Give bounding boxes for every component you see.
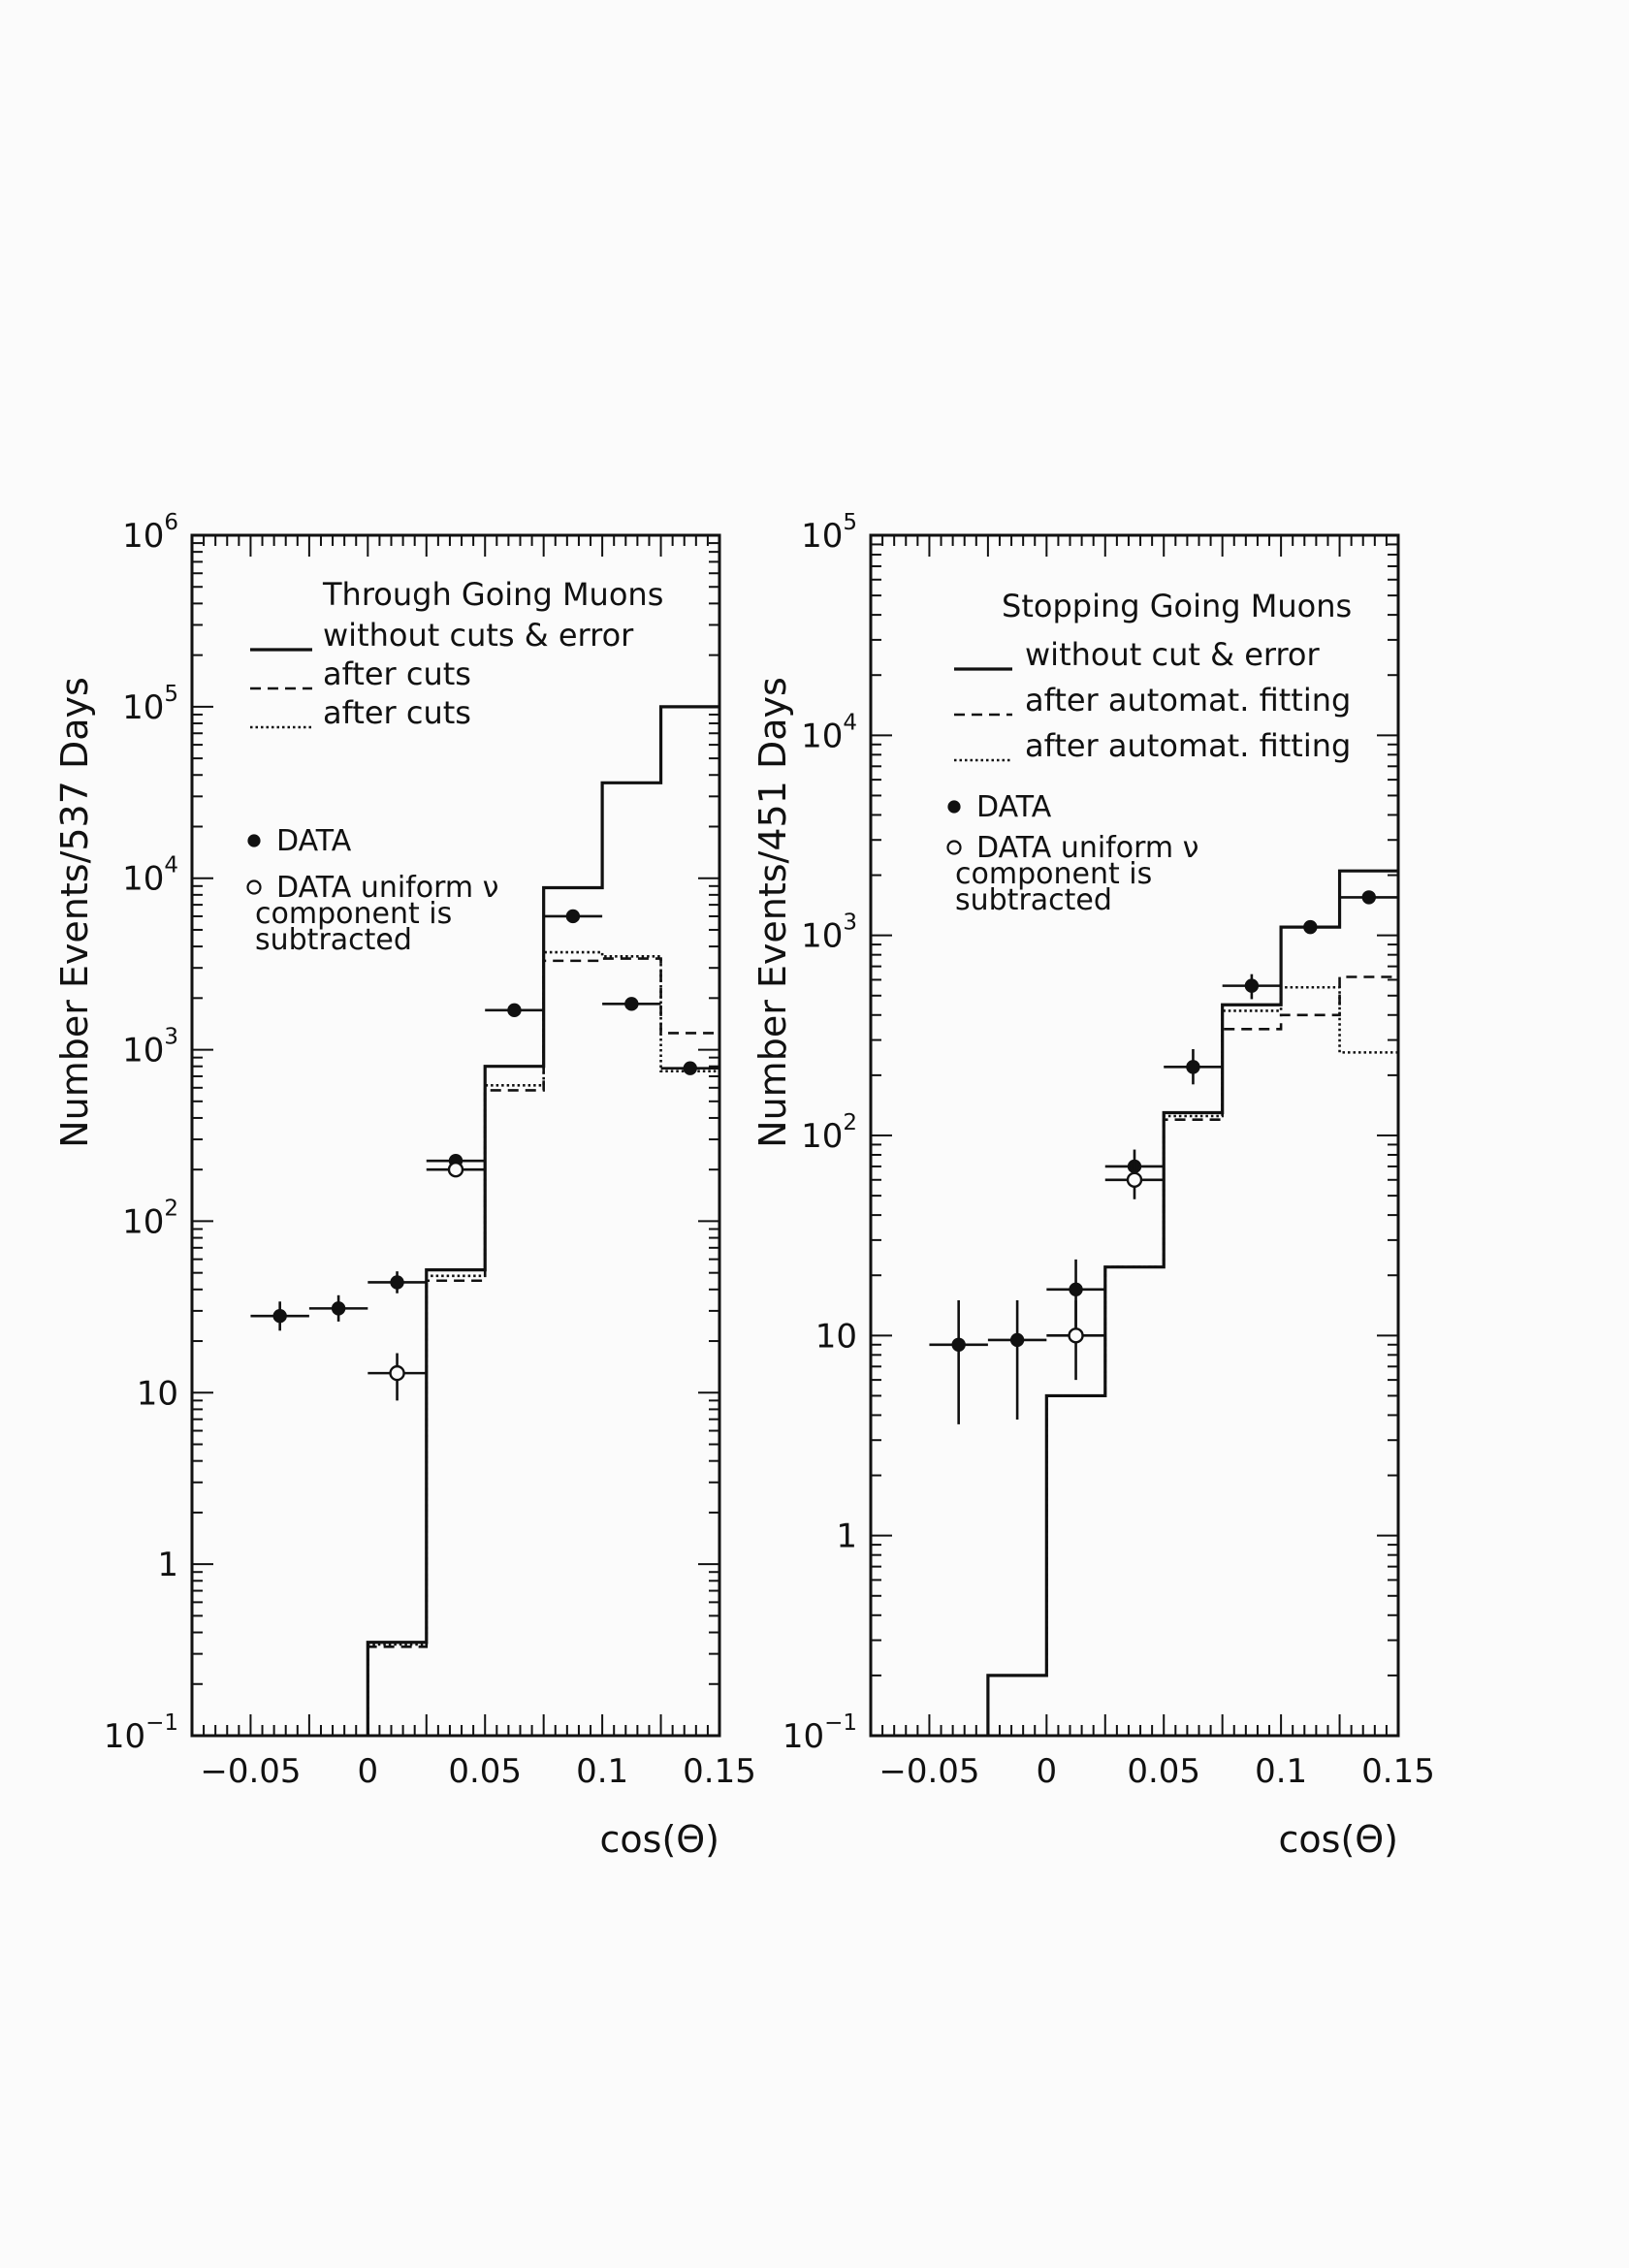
open-marker xyxy=(1128,1173,1141,1187)
x-tick-label: 0.15 xyxy=(1361,1752,1435,1791)
filled-marker xyxy=(508,1005,520,1016)
chart-panel-1 xyxy=(53,510,756,1861)
legend xyxy=(948,636,1352,917)
data-point xyxy=(309,1295,367,1322)
data-point xyxy=(485,1005,543,1016)
y-tick-label: $10^5$ xyxy=(801,510,857,556)
filled-marker xyxy=(392,1276,403,1288)
chart-panel-2 xyxy=(751,510,1435,1861)
y-tick-label: 1 xyxy=(157,1546,178,1585)
y-tick-label: $10^3$ xyxy=(801,910,857,956)
y-tick-label: $10^4$ xyxy=(122,852,178,899)
legend-label: after cuts xyxy=(323,694,471,731)
data-point-subtracted xyxy=(367,1354,426,1401)
filled-marker xyxy=(1304,921,1316,933)
x-tick-label: 0.1 xyxy=(1255,1752,1308,1791)
histogram-dotted xyxy=(988,987,1398,1736)
data-point xyxy=(602,998,660,1009)
filled-marker xyxy=(1070,1284,1082,1295)
legend-marker-label: DATA uniform ν xyxy=(276,871,499,905)
x-axis-label: cos(Θ) xyxy=(1278,1818,1398,1861)
legend-label: after automat. fitting xyxy=(1025,682,1352,719)
filled-marker xyxy=(1187,1061,1198,1072)
x-tick-label: 0 xyxy=(357,1752,379,1791)
filled-marker xyxy=(333,1302,344,1314)
x-axis-label: cos(Θ) xyxy=(599,1818,719,1861)
histogram-solid xyxy=(988,871,1398,1736)
data-point-subtracted xyxy=(1046,1300,1104,1380)
y-tick-label: $10^{-1}$ xyxy=(103,1710,178,1756)
legend-label: after cuts xyxy=(323,655,471,692)
filled-marker xyxy=(274,1310,286,1322)
x-tick-label: 0.15 xyxy=(683,1752,756,1791)
filled-marker xyxy=(685,1063,696,1074)
data-point xyxy=(544,910,602,922)
filled-marker xyxy=(567,910,579,922)
data-point xyxy=(1340,891,1398,903)
y-tick-label: 10 xyxy=(814,1317,857,1357)
filled-marker xyxy=(1246,980,1258,992)
x-tick-label: −0.05 xyxy=(878,1752,980,1791)
data-point xyxy=(367,1271,426,1294)
y-axis-label: Number Events/537 Days xyxy=(53,677,96,1148)
data-point xyxy=(1223,974,1281,1000)
x-tick-label: 0.1 xyxy=(576,1752,629,1791)
x-tick-label: −0.05 xyxy=(200,1752,302,1791)
filled-marker xyxy=(1011,1334,1023,1346)
data-point xyxy=(661,1063,719,1074)
chart-title: Through Going Muons xyxy=(323,576,664,613)
data-point xyxy=(250,1301,308,1330)
data-point xyxy=(1164,1049,1222,1084)
legend-filled-marker xyxy=(949,802,960,813)
open-marker xyxy=(391,1366,404,1380)
legend-marker-label: DATA xyxy=(976,790,1052,824)
y-tick-label: $10^2$ xyxy=(122,1196,178,1242)
y-axis-label: Number Events/451 Days xyxy=(751,677,794,1148)
y-tick-label: $10^2$ xyxy=(801,1110,857,1156)
data-point xyxy=(929,1300,987,1424)
legend-marker-label: component is xyxy=(255,897,453,931)
data-point xyxy=(988,1300,1046,1420)
legend-marker-label: component is xyxy=(955,857,1153,891)
filled-marker xyxy=(953,1339,965,1351)
legend-marker-label: subtracted xyxy=(255,923,412,957)
histogram-solid xyxy=(367,707,719,1736)
x-tick-label: 0 xyxy=(1036,1752,1058,1791)
legend-marker-label: DATA uniform ν xyxy=(976,831,1199,865)
open-marker xyxy=(449,1163,463,1176)
y-tick-label: 10 xyxy=(136,1374,178,1414)
y-tick-label: $10^5$ xyxy=(122,681,178,727)
y-tick-label: $10^4$ xyxy=(801,710,857,756)
legend-marker-label: DATA xyxy=(276,824,352,858)
data-point xyxy=(1281,921,1339,933)
y-tick-label: $10^{-1}$ xyxy=(782,1710,857,1756)
histogram-dashed xyxy=(988,977,1398,1736)
y-tick-label: $10^6$ xyxy=(122,510,178,556)
legend-open-marker xyxy=(948,842,961,854)
open-marker xyxy=(1070,1328,1083,1342)
x-tick-label: 0.05 xyxy=(448,1752,523,1791)
y-tick-label: $10^3$ xyxy=(122,1024,178,1070)
legend xyxy=(248,617,635,957)
x-tick-label: 0.05 xyxy=(1127,1752,1201,1791)
filled-marker xyxy=(1363,891,1375,903)
legend-label: without cuts & error xyxy=(323,617,634,654)
y-tick-label: 1 xyxy=(836,1517,857,1556)
histogram-dashed xyxy=(367,959,719,1736)
legend-marker-label: subtracted xyxy=(955,883,1112,917)
legend-label: after automat. fitting xyxy=(1025,727,1352,764)
legend-open-marker xyxy=(248,881,261,894)
chart-title: Stopping Going Muons xyxy=(1002,588,1353,624)
data-point-subtracted xyxy=(427,1163,485,1176)
legend-label: without cut & error xyxy=(1025,636,1320,673)
legend-filled-marker xyxy=(249,836,260,847)
filled-marker xyxy=(625,998,637,1009)
